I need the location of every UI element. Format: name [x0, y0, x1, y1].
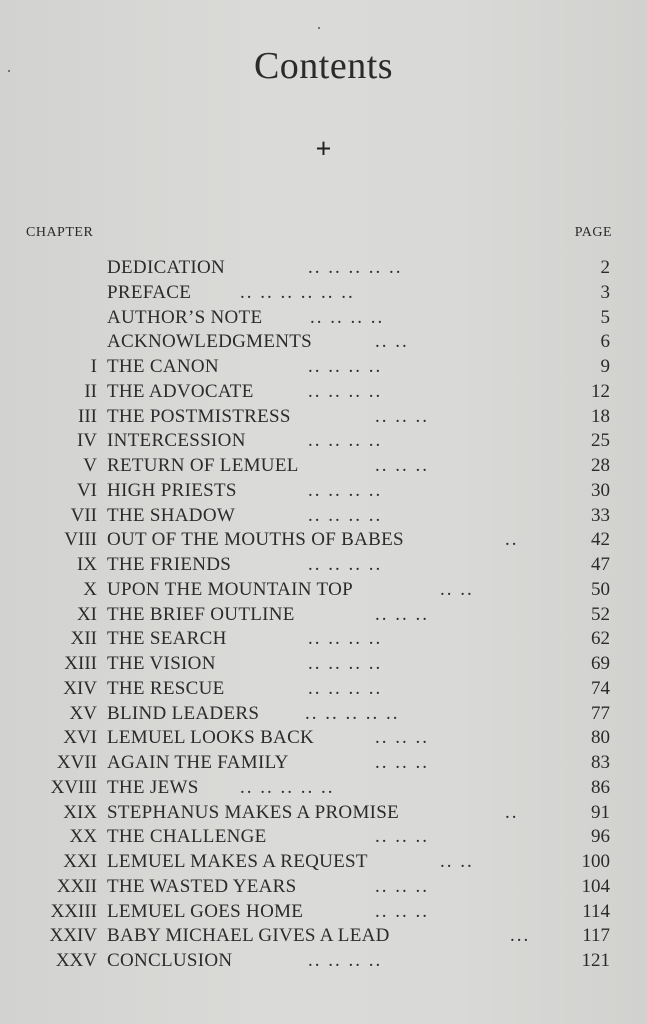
- page-number: 6: [600, 331, 610, 353]
- chapter-number: XXI: [63, 851, 97, 872]
- toc-entry: [0, 751, 647, 776]
- chapter-column-header: CHAPTER: [26, 225, 94, 240]
- chapter-number: XIV: [63, 677, 97, 699]
- page-number: 80: [591, 727, 610, 749]
- chapter-title: LEMUEL LOOKS BACK: [107, 727, 315, 749]
- page-title: Contents: [253, 45, 394, 87]
- leader-dots: .. .. .. ..: [308, 653, 383, 674]
- page-number: 117: [582, 925, 610, 947]
- page-number: 100: [581, 851, 610, 872]
- chapter-number: II: [84, 380, 97, 402]
- chapter-number: VII: [70, 504, 97, 526]
- toc-entry: [0, 355, 647, 380]
- leader-dots: .. .. .. ..: [308, 950, 383, 971]
- chapter-title: OUT OF THE MOUTHS OF BABES: [107, 529, 404, 551]
- chapter-number: XI: [76, 603, 97, 625]
- toc-entry: [0, 801, 647, 826]
- leader-dots: .. .. ..: [375, 900, 429, 922]
- page-number: 12: [591, 380, 610, 402]
- page-number: 2: [600, 257, 610, 278]
- page-number: 69: [591, 653, 610, 674]
- cross-ornament-icon: +: [315, 134, 332, 165]
- leader-dots: .. .. ..: [375, 455, 429, 476]
- chapter-title: THE POSTMISTRESS: [107, 405, 291, 427]
- toc-entry: [0, 900, 647, 925]
- chapter-title: BLIND LEADERS: [107, 702, 260, 724]
- chapter-number: V: [83, 455, 97, 476]
- chapter-number: III: [78, 405, 97, 427]
- chapter-title: RETURN OF LEMUEL: [107, 455, 299, 476]
- leader-dots: .. .. .. .. ..: [240, 776, 335, 798]
- page-number: 77: [591, 702, 610, 724]
- page-number: 5: [600, 306, 610, 328]
- chapter-number: XXV: [55, 950, 97, 971]
- chapter-number: XIX: [63, 801, 97, 823]
- chapter-title: AUTHOR’S NOTE: [107, 306, 263, 328]
- chapter-title: THE SHADOW: [107, 504, 236, 526]
- chapter-title: LEMUEL MAKES A REQUEST: [107, 851, 368, 872]
- toc-entry: [0, 875, 647, 900]
- page-number: 121: [581, 950, 610, 971]
- leader-dots: ...: [510, 925, 531, 947]
- toc-entry: [0, 479, 647, 504]
- chapter-title: INTERCESSION: [107, 430, 246, 452]
- leader-dots: .. .. ..: [375, 603, 429, 625]
- leader-dots: .. .. ..: [375, 752, 429, 773]
- page-number: 96: [591, 826, 610, 848]
- toc-entry: [0, 776, 647, 801]
- leader-dots: .. .. .. ..: [308, 479, 383, 501]
- leader-dots: .. ..: [440, 578, 474, 600]
- chapter-title: LEMUEL GOES HOME: [107, 900, 304, 922]
- page-number: 50: [591, 578, 610, 600]
- chapter-number: IX: [76, 554, 97, 575]
- chapter-number: XII: [70, 628, 97, 650]
- page-number: 83: [591, 752, 610, 773]
- leader-dots: .. .. .. .. ..: [305, 702, 400, 724]
- chapter-number: XXII: [56, 875, 97, 897]
- toc-entry: [0, 652, 647, 677]
- chapter-number: XVII: [56, 752, 97, 773]
- chapter-title: THE SEARCH: [107, 628, 227, 650]
- toc-entry: [0, 627, 647, 652]
- chapter-title: BABY MICHAEL GIVES A LEAD: [107, 925, 390, 947]
- leader-dots: .. .. .. ..: [308, 677, 383, 699]
- chapter-title: THE WASTED YEARS: [107, 875, 297, 897]
- chapter-title: THE FRIENDS: [107, 554, 232, 575]
- page-number: 62: [591, 628, 610, 650]
- page-number: 30: [591, 479, 610, 501]
- toc-entry: [0, 553, 647, 578]
- leader-dots: .. ..: [440, 851, 474, 872]
- toc-entry: [0, 924, 647, 949]
- leader-dots: .. .. ..: [375, 405, 429, 427]
- toc-entry: [0, 726, 647, 751]
- toc-entry: [0, 429, 647, 454]
- toc-entry: [0, 677, 647, 702]
- page-number: 86: [591, 776, 610, 798]
- toc-entry: [0, 281, 647, 306]
- chapter-title: THE CHALLENGE: [107, 826, 267, 848]
- chapter-title: AGAIN THE FAMILY: [107, 752, 289, 773]
- page-number: 104: [581, 875, 610, 897]
- leader-dots: .. .. .. ..: [310, 306, 385, 328]
- chapter-title: THE CANON: [107, 356, 219, 377]
- page-number: 52: [591, 603, 610, 625]
- toc-entry: [0, 528, 647, 553]
- leader-dots: .. .. .. ..: [308, 504, 383, 526]
- chapter-title: PREFACE: [107, 281, 192, 303]
- chapter-title: UPON THE MOUNTAIN TOP: [107, 578, 353, 600]
- leader-dots: .. .. .. ..: [308, 380, 383, 402]
- chapter-title: THE VISION: [107, 653, 216, 674]
- leader-dots: .. .. .. ..: [308, 554, 383, 575]
- page-column-header: PAGE: [574, 225, 612, 240]
- page-number: 42: [591, 529, 610, 551]
- toc-entry: [0, 850, 647, 875]
- toc-entry: [0, 405, 647, 430]
- chapter-title: ACKNOWLEDGMENTS: [107, 331, 313, 353]
- chapter-title: CONCLUSION: [107, 950, 233, 971]
- chapter-number: I: [90, 356, 97, 377]
- leader-dots: .. .. ..: [375, 875, 429, 897]
- leader-dots: .. .. .. ..: [308, 430, 383, 452]
- page-number: 47: [591, 554, 610, 575]
- leader-dots: .. .. ..: [375, 727, 429, 749]
- page-number: 3: [600, 281, 610, 303]
- leader-dots: .. .. ..: [375, 826, 429, 848]
- chapter-number: XVI: [63, 727, 97, 749]
- leader-dots: .. .. .. ..: [308, 356, 383, 377]
- leader-dots: .. .. .. .. ..: [308, 257, 403, 278]
- toc-entry: [0, 603, 647, 628]
- leader-dots: ..: [505, 529, 519, 551]
- toc-entry: [0, 504, 647, 529]
- table-of-contents: [0, 256, 647, 974]
- chapter-title: THE RESCUE: [107, 677, 225, 699]
- toc-entry: [0, 380, 647, 405]
- toc-entry: [0, 454, 647, 479]
- page-number: 18: [591, 405, 610, 427]
- chapter-title: THE JEWS: [107, 776, 199, 798]
- chapter-number: XXIV: [49, 925, 97, 947]
- chapter-number: XIII: [64, 653, 97, 674]
- chapter-title: THE ADVOCATE: [107, 380, 254, 402]
- page-number: 9: [600, 356, 610, 377]
- chapter-number: XXIII: [50, 900, 97, 922]
- toc-entry: [0, 578, 647, 603]
- toc-entry: [0, 702, 647, 727]
- chapter-title: STEPHANUS MAKES A PROMISE: [107, 801, 400, 823]
- toc-entry: [0, 825, 647, 850]
- chapter-number: X: [83, 578, 97, 600]
- leader-dots: .. .. .. .. .. ..: [240, 281, 355, 303]
- leader-dots: .. ..: [375, 331, 409, 353]
- page-number: 28: [591, 455, 610, 476]
- paper-speck: [318, 27, 320, 29]
- chapter-number: XVIII: [50, 776, 97, 798]
- page-number: 74: [591, 677, 610, 699]
- chapter-number: VI: [76, 479, 97, 501]
- page-number: 25: [591, 430, 610, 452]
- leader-dots: .. .. .. ..: [308, 628, 383, 650]
- chapter-number: XV: [69, 702, 97, 724]
- page-number: 91: [591, 801, 610, 823]
- chapter-number: XX: [69, 826, 97, 848]
- toc-entry: [0, 330, 647, 355]
- page-number: 33: [591, 504, 610, 526]
- chapter-title: DEDICATION: [107, 257, 226, 278]
- page-number: 114: [582, 900, 610, 922]
- toc-entry: [0, 256, 647, 281]
- toc-entry: [0, 306, 647, 331]
- chapter-title: THE BRIEF OUTLINE: [107, 603, 295, 625]
- chapter-number: VIII: [64, 529, 97, 551]
- leader-dots: ..: [505, 801, 519, 823]
- toc-entry: [0, 949, 647, 974]
- chapter-title: HIGH PRIESTS: [107, 479, 237, 501]
- chapter-number: IV: [76, 430, 97, 452]
